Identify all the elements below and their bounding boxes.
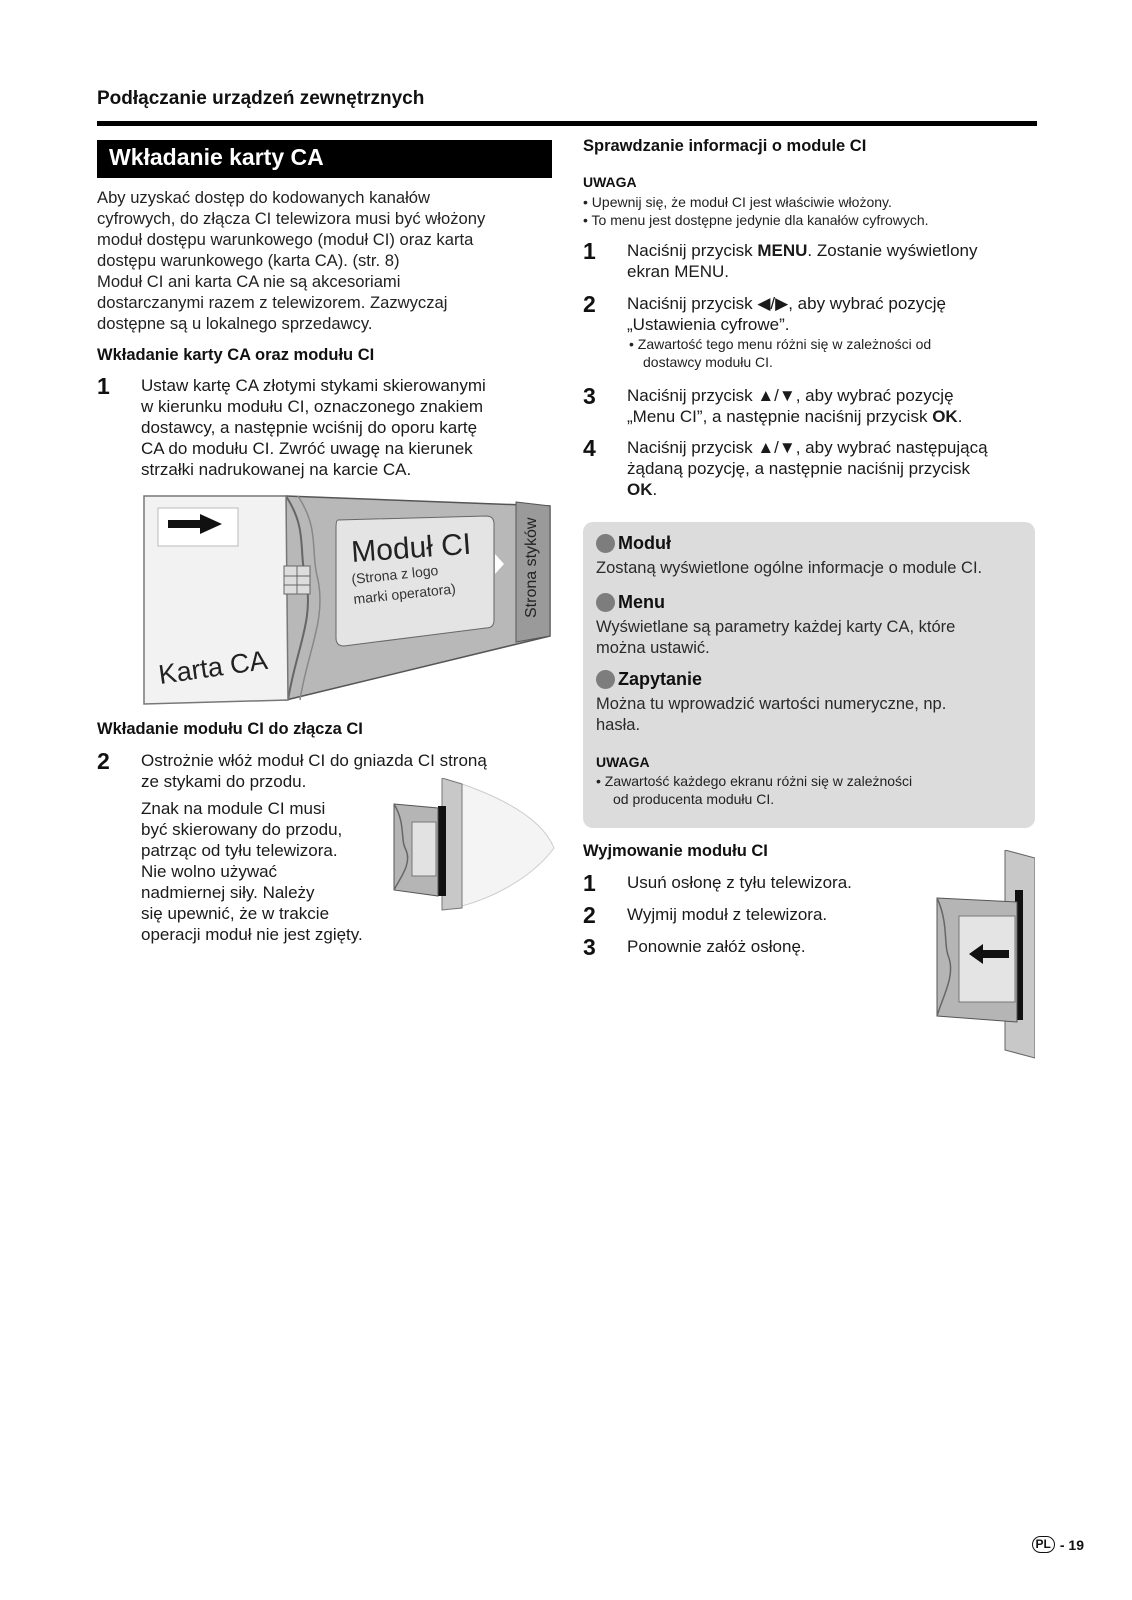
bullet-dot-icon [596, 534, 615, 553]
step-text: Naciśnij przycisk ◀/▶, aby wybrać pozycję „Ustawienia cyfrowe”. • Zawartość tego menu różni się w zależności od dostawcy modułu CI. [627, 294, 947, 370]
note-line: nadmiernej siły. Należy [141, 883, 315, 902]
step-number: 3 [583, 934, 596, 960]
note-list [583, 193, 1033, 229]
ca-card-module-illustration [138, 490, 553, 715]
step-text: Ponownie załóż osłonę. [627, 937, 806, 956]
step-number: 2 [583, 902, 596, 928]
bullet-dot-icon [596, 670, 615, 689]
module-removal-illustration [935, 850, 1035, 1060]
ci-info-heading: Sprawdzanie informacji o module CI [583, 137, 867, 155]
step-number: 3 [583, 383, 596, 409]
card-label: Karta CA [156, 644, 270, 690]
insert-note [141, 798, 401, 945]
page-number-value: 19 [1068, 1536, 1084, 1553]
sub-note: • Zawartość tego menu różni się w zależności od [629, 336, 932, 352]
ci-step-1 [583, 240, 1038, 282]
remove-step-3 [583, 936, 806, 958]
note-line: Nie wolno używać [141, 862, 278, 881]
step-line: w kierunku modułu CI, oznaczonego znakiem [141, 397, 484, 416]
step-text: Naciśnij przycisk MENU. Zostanie wyświetlony ekran MENU. [627, 241, 978, 281]
menu-options-content [596, 533, 1026, 808]
step-number: 1 [583, 238, 596, 264]
note-line: być skierowany do przodu, [141, 820, 343, 839]
card-insert-heading: Wkładanie karty CA oraz modułu CI [97, 346, 375, 364]
step-line: dostawcy, a następnie wciśnij do oporu kartę [141, 418, 478, 437]
step-number: 1 [97, 373, 110, 399]
intro-line: dostępne są u lokalnego sprzedawcy. [97, 314, 373, 333]
intro-line: Aby uzyskać dostęp do kodowanych kanałów [97, 188, 430, 207]
step-number: 2 [97, 748, 110, 774]
note-line: się upewnić, że w trakcie [141, 904, 330, 923]
note-item: • Zawartość każdego ekranu różni się w zależności [596, 773, 913, 789]
step-text: Usuń osłonę z tyłu telewizora. [627, 873, 852, 892]
note-line: patrząc od tyłu telewizora. [141, 841, 338, 860]
page-title-banner [97, 140, 552, 178]
intro-line: cyfrowych, do złącza CI telewizora musi być włożony [97, 209, 486, 228]
note-heading: UWAGA [583, 174, 637, 190]
step-line: ze stykami do przodu. [141, 772, 307, 791]
note-item: • Upewnij się, że moduł CI jest właściwie włożony. [583, 194, 892, 210]
step-number: 4 [583, 435, 596, 461]
option-description: Wyświetlane są parametry każdej karty CA, które można ustawić. [596, 618, 956, 657]
ci-step-4 [583, 437, 1038, 500]
intro-paragraph [97, 187, 547, 334]
bullet-dot-icon [596, 593, 615, 612]
step-line: CA do modułu CI. Zwróć uwagę na kierunek [141, 439, 473, 458]
intro-line: Moduł CI ani karta CA nie są akcesoriami [97, 272, 401, 291]
page-title: Wkładanie karty CA [109, 144, 324, 170]
step-text: Naciśnij przycisk ▲/▼, aby wybrać następującą żądaną pozycję, a następnie naciśnij przycisk OK. [627, 438, 988, 499]
step-line: Ostrożnie włóż moduł CI do gniazda CI stroną [141, 751, 487, 770]
step-number: 2 [583, 291, 596, 317]
option-description: Można tu wprowadzić wartości numeryczne, np. hasła. [596, 695, 947, 734]
step-text [141, 375, 486, 480]
step-line: strzałki nadrukowanej na karcie CA. [141, 460, 412, 479]
option-zapytanie: Zapytanie [596, 669, 1026, 690]
note-line: operacji moduł nie jest zgięty. [141, 925, 363, 944]
option-modul: Moduł [596, 533, 1026, 554]
note-item-cont: od producenta modułu CI. [613, 791, 775, 807]
ci-step-2 [583, 293, 1038, 371]
remove-step-1 [583, 872, 852, 894]
page-number: PL - 19 [1032, 1536, 1084, 1553]
contact-side-label: Strona styków [523, 517, 540, 618]
module-insert-heading: Wkładanie modułu CI do złącza CI [97, 720, 363, 738]
header-rule [97, 121, 1037, 126]
step-text: Naciśnij przycisk ▲/▼, aby wybrać pozycję „Menu CI”, a następnie naciśnij przycisk OK. [627, 386, 963, 426]
module-slot-illustration [392, 778, 562, 928]
card-step-1 [97, 375, 557, 480]
note-line: Znak na module CI musi [141, 799, 326, 818]
note-item: • To menu jest dostępne jedynie dla kanałów cyfrowych. [583, 212, 929, 228]
step-number: 1 [583, 870, 596, 896]
module-sub-label-1: (Strona z logo [350, 561, 440, 587]
section-header: Podłączanie urządzeń zewnętrznych [97, 88, 425, 109]
option-menu: Menu [596, 592, 1026, 613]
module-title-label: Moduł CI [350, 527, 473, 569]
intro-line: moduł dostępu warunkowego (moduł CI) oraz karta [97, 230, 474, 249]
module-sub-label-2: marki operatora) [352, 580, 457, 607]
intro-line: dostępu warunkowego (karta CA). (str. 8) [97, 251, 400, 270]
language-badge: PL [1032, 1536, 1055, 1553]
option-description: Zostaną wyświetlone ogólne informacje o module CI. [596, 559, 983, 577]
remove-heading: Wyjmowanie modułu CI [583, 842, 768, 860]
intro-line: dostarczanymi razem z telewizorem. Zazwyczaj [97, 293, 448, 312]
remove-step-2 [583, 904, 827, 926]
note-heading: UWAGA [596, 754, 650, 770]
step-line: Ustaw kartę CA złotymi stykami skierowanymi [141, 376, 486, 395]
step-text: Wyjmij moduł z telewizora. [627, 905, 828, 924]
ci-step-3 [583, 385, 1038, 427]
